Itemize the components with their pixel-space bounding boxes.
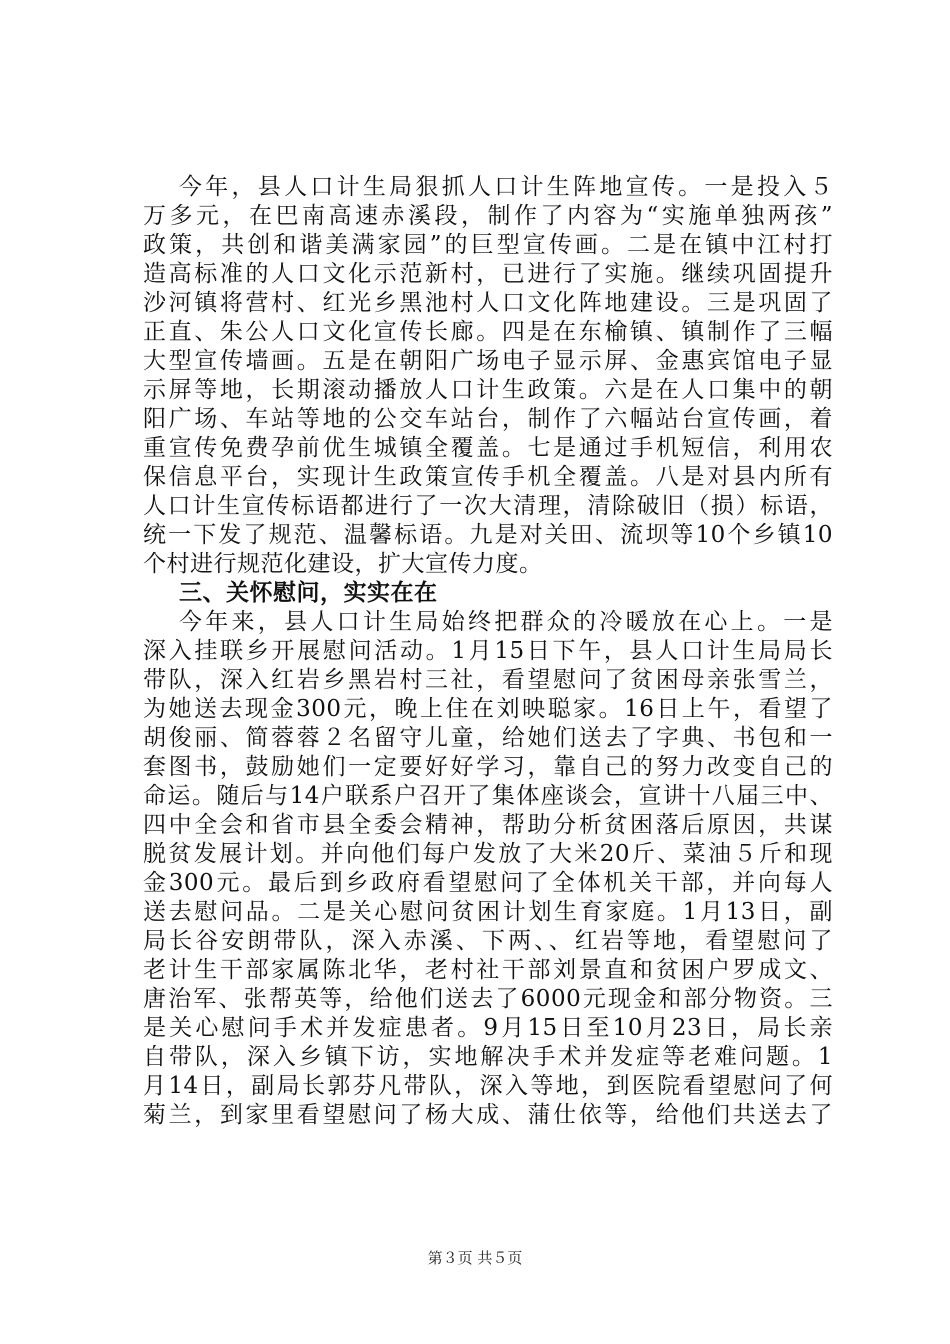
paragraph-line: 今年来，县人口计生局始终把群众的冷暖放在心上。一是 (179, 609, 833, 635)
paragraph-line: 今年，县人口计生局狠抓人口计生阵地宣传。一是投入５ (179, 174, 833, 200)
paragraph-line: 个村进行规范化建设，扩大宣传力度。 (143, 551, 543, 577)
paragraph-line: 胡俊丽、简蓉蓉２名留守儿童，给她们送去了字典、书包和一 (143, 725, 833, 751)
paragraph-line: 人口计生宣传标语都进行了一次大清理，清除破旧（损）标语， (143, 493, 833, 519)
paragraph-line: 为她送去现金300元，晚上住在刘映聪家。16日上午，看望了 (143, 696, 833, 722)
paragraph-line: 送去慰问品。二是关心慰问贫困计划生育家庭。1月13日，副 (143, 899, 833, 925)
paragraph-line: 大型宣传墙画。五是在朝阳广场电子显示屏、金惠宾馆电子显 (143, 348, 833, 374)
paragraph-line: 局长谷安朗带队，深入赤溪、下两、、红岩等地，看望慰问了 (143, 928, 833, 954)
paragraph-line: 带队，深入红岩乡黑岩村三社，看望慰问了贫困母亲张雪兰， (143, 667, 833, 693)
paragraph-line: 政策，共创和谐美满家园”的巨型宣传画。二是在镇中江村打 (143, 232, 833, 258)
paragraph-propaganda (143, 173, 833, 579)
paragraph-line: 脱贫发展计划。并向他们每户发放了大米20斤、菜油５斤和现 (143, 841, 833, 867)
paragraph-line: 菊兰，到家里看望慰问了杨大成、蒲仕依等，给他们共送去了 (143, 1102, 833, 1128)
paragraph-line: 金300元。最后到乡政府看望慰问了全体机关干部，并向每人 (143, 870, 833, 896)
paragraph-line: 正直、朱公人口文化宣传长廊。四是在东榆镇、镇制作了三幅 (143, 319, 833, 345)
document-body (143, 173, 833, 1130)
paragraph-line: 深入挂联乡开展慰问活动。1月15日下午，县人口计生局局长 (143, 638, 833, 664)
paragraph-line: 四中全会和省市县全委会精神，帮助分析贫困落后原因，共谋 (143, 812, 833, 838)
paragraph-line: 沙河镇将营村、红光乡黑池村人口文化阵地建设。三是巩固了 (143, 290, 833, 316)
page-number-footer: 第３页 共５页 (427, 1249, 523, 1267)
paragraph-line: 重宣传免费孕前优生城镇全覆盖。七是通过手机短信，利用农 (143, 435, 833, 461)
paragraph-line: 阳广场、车站等地的公交车站台，制作了六幅站台宣传画，着 (143, 406, 833, 432)
paragraph-line: 统一下发了规范、温馨标语。九是对关田、流坝等10个乡镇10 (143, 522, 833, 548)
paragraph-care (143, 608, 833, 1130)
paragraph-line: 自带队，深入乡镇下访，实地解决手术并发症等老难问题。1 (143, 1044, 833, 1070)
paragraph-line: 月14日，副局长郭芬凡带队，深入等地，到医院看望慰问了何 (143, 1073, 833, 1099)
paragraph-line: 保信息平台，实现计生政策宣传手机全覆盖。八是对县内所有 (143, 464, 833, 490)
paragraph-line: 万多元，在巴南高速赤溪段，制作了内容为“实施单独两孩” (143, 203, 833, 229)
paragraph-line: 套图书，鼓励她们一定要好好学习，靠自己的努力改变自己的 (143, 754, 833, 780)
paragraph-line: 造高标准的人口文化示范新村，已进行了实施。继续巩固提升 (143, 261, 833, 287)
paragraph-line: 唐治军、张帮英等，给他们送去了6000元现金和部分物资。三 (143, 986, 833, 1012)
paragraph-line: 命运。随后与14户联系户召开了集体座谈会，宣讲十八届三中、 (143, 783, 833, 809)
section-heading: 三、关怀慰问，实实在在 (179, 580, 438, 606)
paragraph-line: 示屏等地，长期滚动播放人口计生政策。六是在人口集中的朝 (143, 377, 833, 403)
paragraph-line: 老计生干部家属陈北华，老村社干部刘景直和贫困户罗成文、 (143, 957, 833, 983)
paragraph-line: 是关心慰问手术并发症患者。9月15日至10月23日，局长亲 (143, 1015, 833, 1041)
